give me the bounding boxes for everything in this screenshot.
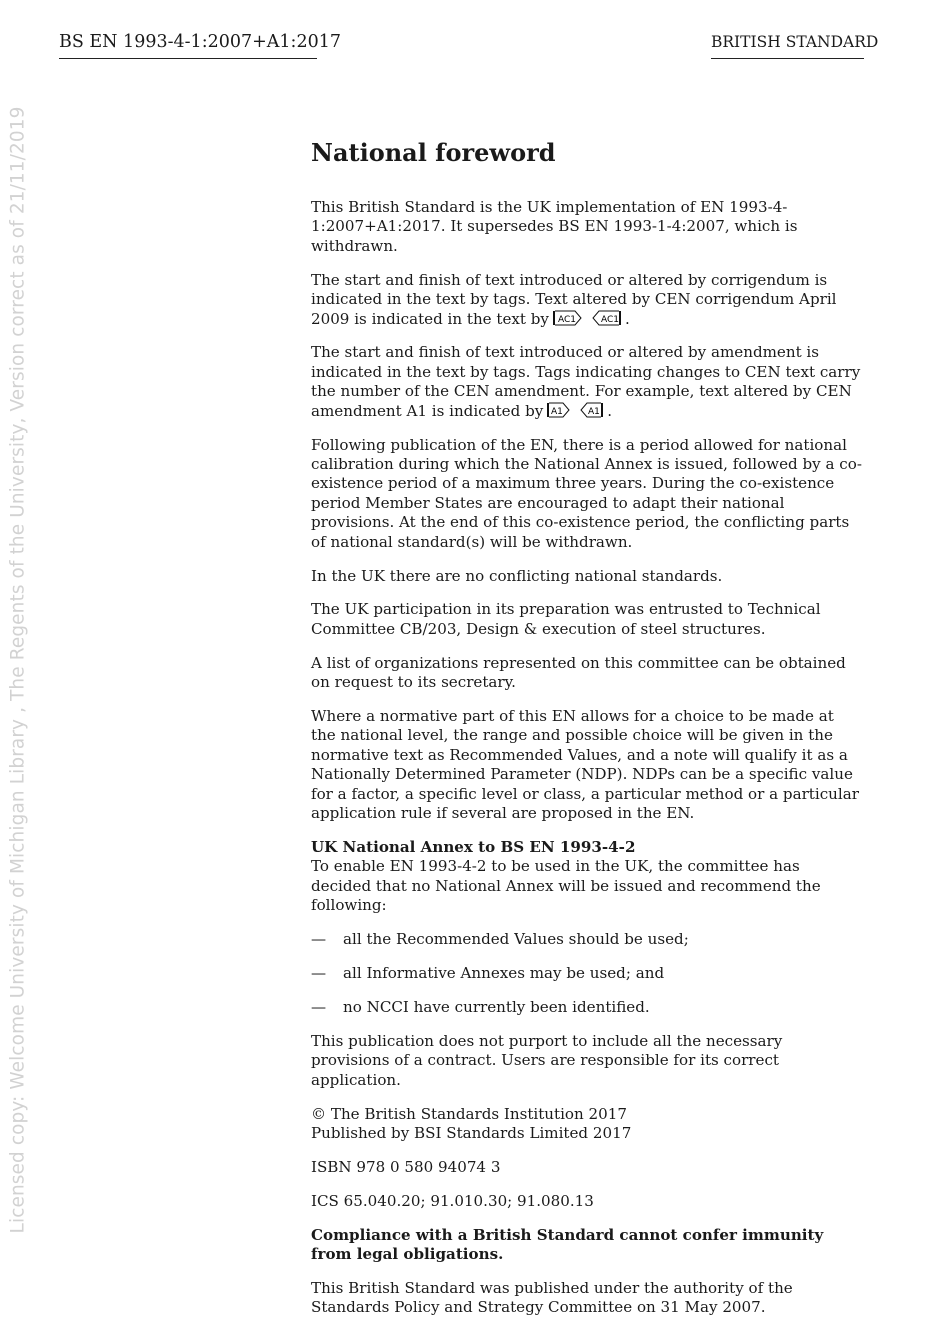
list-dash: — [311,930,327,949]
copyright-block [311,1105,863,1144]
a1-start-tag-icon [547,402,571,418]
list-item [311,998,863,1017]
a1-end-tag-label: A1 [588,406,601,417]
list-item [311,930,863,949]
section-national-annex [311,838,863,916]
list-item-text: all the Recommended Values should be used; [343,930,689,949]
paragraph-organizations: A list of organizations represented on this committee can be obtained on request to its secretary. [311,653,846,692]
ics: ICS 65.040.20; 91.010.30; 91.080.13 [311,1191,594,1210]
ac1-start-tag-label: AC1 [557,314,576,325]
ac1-end-tag-label: AC1 [600,314,619,325]
publisher-line: Published by BSI Standards Limited 2017 [311,1123,632,1142]
page-title: National foreword [311,138,556,167]
paragraph-amendment: The start and finish of text introduced or altered by amendment is indicated in the text by tags. Tags indicating changes to CEN text carry the number of the CEN amendment. For example, text altered by CEN amendment A1 is indicated by A1 A1 . [311,343,861,420]
list-dash: — [311,997,327,1016]
paragraph-ndp: Where a normative part of this EN allows for a choice to be made at the national level, the range and possible choice will be given in the normative text as Recommended Values, and a note will qualify it as a Nationally Determined Parameter (NDP). NDPs can be a specific value for a factor, a specific level or class, a particular method or a particular application rule if several are proposed in the EN. [311,707,859,823]
paragraph-committee: The UK participation in its preparation was entrusted to Technical Committee CB/203, Design & execution of steel structures. [311,600,821,638]
paragraph-corrigendum: The start and finish of text introduced or altered by corrigendum is indicated in the text by tags. Text altered by CEN corrigendum April 2009 is indicated in the text by AC1 AC1 . [311,270,837,328]
list-item-text: no NCCI have currently been identified. [343,997,650,1016]
license-watermark: Licensed copy: Welcome University of Michigan Library , The Regents of the University, Version correct as of 21/11/2019 [7,106,29,1234]
corrigendum-text: The start and finish of text introduced or altered by corrigendum is indicated in the text by tags. Text altered by CEN corrigendum April 2009 is indicated in the text by [311,270,837,328]
isbn: ISBN 978 0 580 94074 3 [311,1157,501,1176]
national-annex-heading: UK National Annex to BS EN 1993-4-2 [311,837,636,856]
amendment-text: The start and finish of text introduced or altered by amendment is indicated in the text by tags. Tags indicating changes to CEN text carry the number of the CEN amendment. For example, text altered by CEN amendment A1 is indicated by [311,343,861,420]
paragraph-implementation: This British Standard is the UK implementation of EN 1993-4-1:2007+A1:2017. It supersedes BS EN 1993-1-4:2007, which is withdrawn. [311,198,798,255]
paragraph-disclaimer: This publication does not purport to include all the necessary provisions of a contract. Users are responsible for its correct application. [311,1031,783,1089]
national-annex-text: To enable EN 1993-4-2 to be used in the UK, the committee has decided that no National Annex will be issued and recommend the following: [311,857,821,915]
list-dash: — [311,964,327,982]
list-item-text: all Informative Annexes may be used; and [343,964,665,982]
compliance-statement: Compliance with a British Standard cannot confer immunity from legal obligations. [311,1225,824,1264]
ac1-end-tag-icon [591,310,621,326]
header-series: BRITISH STANDARD [711,31,864,59]
list-item [311,964,863,983]
paragraph-calibration: Following publication of the EN, there is a period allowed for national calibration during which the National Annex is issued, followed by a co-existence period of a maximum three years. During the co-existence period Member States are encouraged to adapt their national provisions. At the end of this co-existence period, the conflicting parts of national standard(s) will be withdrawn. [311,435,862,551]
header-document-id: BS EN 1993-4-1:2007+A1:2017 [59,31,317,59]
ac1-start-tag-icon [553,310,583,326]
copyright-line: © The British Standards Institution 2017 [311,1104,627,1123]
paragraph-no-conflicts: In the UK there are no conflicting national standards. [311,566,723,585]
a1-end-tag-icon [579,402,603,418]
a1-start-tag-label: A1 [551,406,564,417]
authority-statement: This British Standard was published under the authority of the Standards Policy and Strategy Committee on 31 May 2007. [311,1278,793,1317]
foreword-body [311,138,863,1332]
